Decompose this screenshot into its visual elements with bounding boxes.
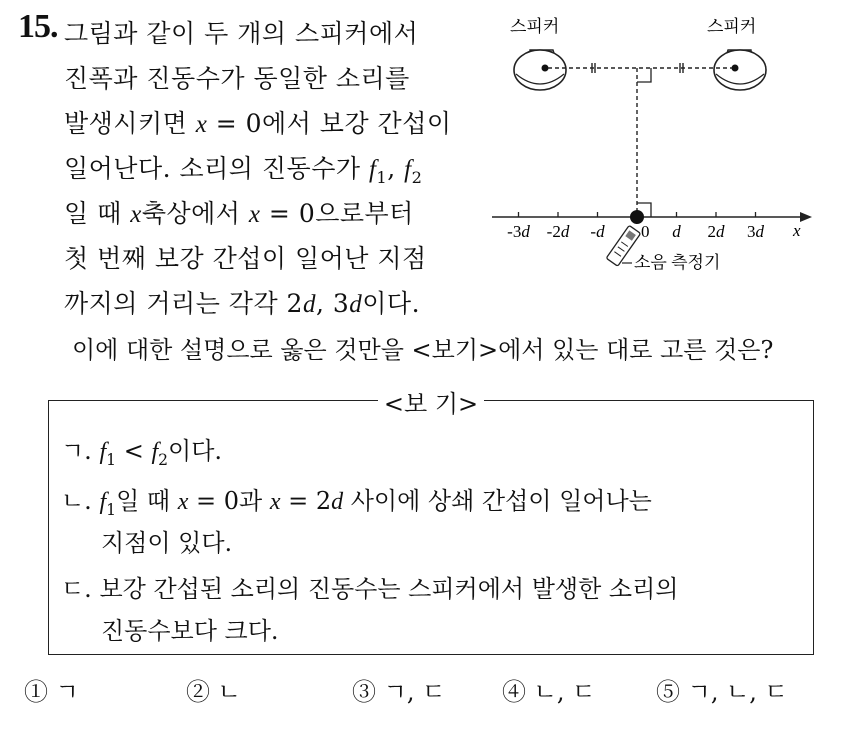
bogi-item-2-cont: 지점이 있다. xyxy=(101,529,233,557)
bogi-item-1: ㄱ. $f_1 < f_2$이다. xyxy=(61,437,223,469)
sound-meter-label: 소음 측정기 xyxy=(634,253,721,272)
bogi-item-3: ㄷ. 보강 간섭된 소리의 진동수는 스피커에서 발생한 소리의 xyxy=(61,575,679,603)
speaker-left-icon xyxy=(514,50,566,90)
bogi-marker: ㄴ. xyxy=(61,487,92,515)
question-line-7: 까지의 거리는 각각 2d, 3d이다. xyxy=(64,289,421,318)
question-number: 15. xyxy=(18,8,58,45)
bogi-marker: ㄷ. xyxy=(61,575,92,603)
interference-figure xyxy=(0,0,848,300)
meter-position-dot xyxy=(630,210,644,224)
axis-tick-label: 3d xyxy=(747,222,764,241)
axis-tick-label: d xyxy=(672,222,681,241)
speaker-right-icon xyxy=(714,50,766,90)
axis-tick-label: 2d xyxy=(707,222,725,241)
question-line-5: 일 때 x축상에서 x = 0으로부터 xyxy=(64,199,414,228)
right-angle-mark-top xyxy=(637,68,651,82)
bogi-item-2: ㄴ. $f_1$일 때 x = 0과 x = 2d 사이에 상쇄 간섭이 일어나는 xyxy=(61,487,652,519)
axis-tick-label: 0 xyxy=(641,222,650,241)
bogi-box xyxy=(48,390,814,655)
question-line-1: 그림과 같이 두 개의 스피커에서 xyxy=(64,19,419,48)
bogi-title: <보 기> xyxy=(49,384,813,419)
x-axis-arrow xyxy=(800,212,812,222)
speaker-right-label: 스피커 xyxy=(707,17,757,37)
x-axis-variable: x xyxy=(793,221,801,240)
question-line-6: 첫 번째 보강 간섭이 일어난 지점 xyxy=(64,244,427,273)
choice-1[interactable]: ① ㄱ xyxy=(24,678,79,706)
choice-3[interactable]: ③ ㄱ, ㄷ xyxy=(352,678,446,706)
axis-tick-label: -2d xyxy=(546,222,570,241)
bogi-item-3-cont: 진동수보다 크다. xyxy=(101,617,279,645)
question-line-4: 일어난다. 소리의 진동수가 $f_1$, $f_2$ xyxy=(64,154,423,187)
bogi-marker: ㄱ. xyxy=(61,437,92,465)
question-line-2: 진폭과 진동수가 동일한 소리를 xyxy=(64,64,410,93)
choice-5[interactable]: ⑤ ㄱ, ㄴ, ㄷ xyxy=(656,678,788,706)
speaker-left-label: 스피커 xyxy=(510,17,560,37)
question-prompt: 이에 대한 설명으로 옳은 것만을 <보기>에서 있는 대로 고른 것은? xyxy=(72,336,774,364)
question-line-3: 발생시키면 x = 0에서 보강 간섭이 xyxy=(64,109,452,138)
axis-tick-label: -3d xyxy=(507,222,530,241)
choice-2[interactable]: ② ㄴ xyxy=(186,678,241,706)
choice-4[interactable]: ④ ㄴ, ㄷ xyxy=(502,678,596,706)
axis-tick-label: -d xyxy=(590,222,605,241)
